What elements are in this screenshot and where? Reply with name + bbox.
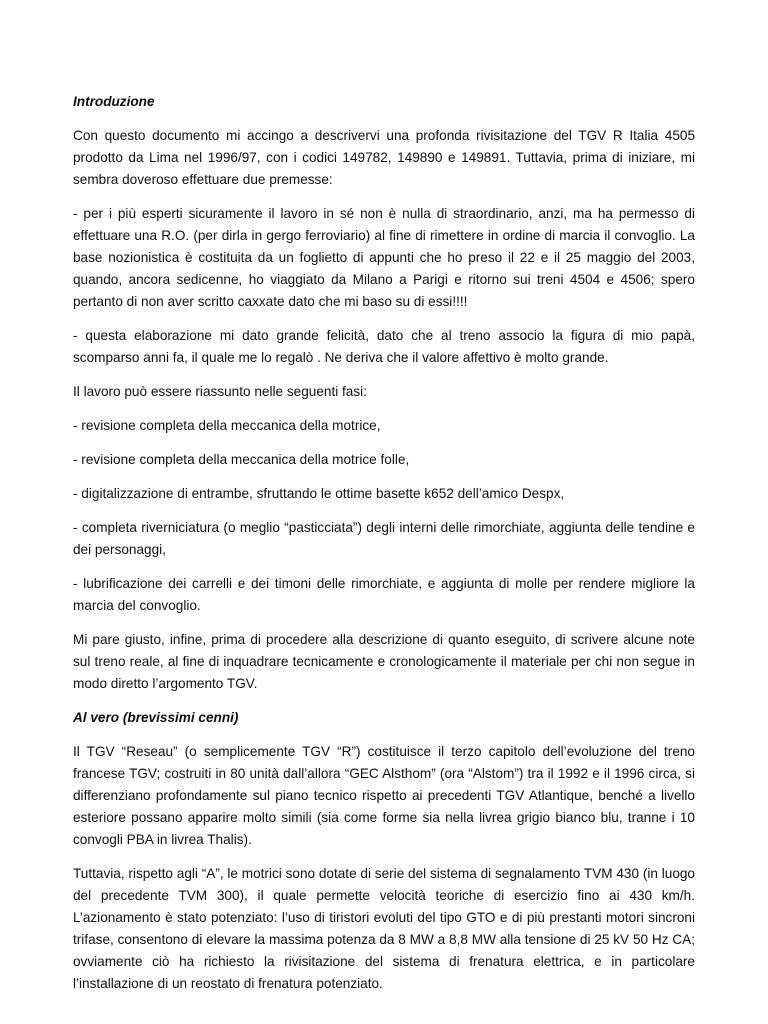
paragraph-intro: Con questo documento mi accingo a descrivervi una profonda rivisitazione del TGV R Italia 4505 prodotto da Lima nel 1996/97, con i codici 149782, 149890 e 149891. Tuttavia, prima di iniziare, mi sembra doveroso effettuare due premesse: — [73, 128, 695, 187]
section-heading-al-vero: Al vero (brevissimi cenni) — [73, 710, 239, 725]
paragraph-tgv-tecnica: Tuttavia, rispetto agli “A”, le motrici sono dotate di serie del sistema di segnalamento TVM 430 (in luogo del precedente TVM 300), il quale permette velocità teoriche di esercizio fino ai 430 km/h. L’azionamento è stato potenziato: l’uso di tiristori evoluti del tipo GTO e di più prestanti motori sincroni trifase, consentono di elevare la massima potenza da 8 MW a 8,8 MW alla tensione di 25 kV 50 Hz CA; ovviamente ciò ha richiesto la rivisitazione del sistema di frenatura elettrica, e in particolare l’installazione di un reostato di frenatura potenziato. — [73, 866, 695, 991]
list-item-fase-1: - revisione completa della meccanica della motrice, — [73, 418, 381, 433]
list-item-fase-5: - lubrificazione dei carrelli e dei timoni delle rimorchiate, e aggiunta di molle per rendere migliore la marcia del convoglio. — [73, 576, 695, 613]
list-item-fase-2: - revisione completa della meccanica della motrice folle, — [73, 452, 410, 467]
list-item-fase-4: - completa riverniciatura (o meglio “pasticciata”) degli interni delle rimorchiate, aggiunta delle tendine e dei personaggi, — [73, 520, 695, 557]
paragraph-fasi-intro: Il lavoro può essere riassunto nelle seguenti fasi: — [73, 384, 367, 399]
paragraph-premessa-2: - questa elaborazione mi dato grande felicità, dato che al treno associo la figura di mio papà, scomparso anni fa, il quale me lo regalò . Ne deriva che il valore affettivo è molto grande. — [73, 328, 695, 365]
paragraph-tgv-reseau: Il TGV “Reseau” (o semplicemente TGV “R”) costituisce il terzo capitolo dell’evoluzione del treno francese TGV; costruiti in 80 unità dall’allora “GEC Alsthom” (ora “Alstom”) tra il 1992 e il 1996 circa, si differenziano profondamente sul piano tecnico rispetto ai precedenti TGV Atlantique, benché a livello esteriore possano apparire molto simili (sia come forme sia nella livrea grigio bianco blu, tranne i 10 convogli PBA in livrea Thalis). — [73, 744, 695, 847]
paragraph-note: Mi pare giusto, infine, prima di procedere alla descrizione di quanto eseguito, di scrivere alcune note sul treno reale, al fine di inquadrare tecnicamente e cronologicamente il materiale per chi non segue in modo diretto l’argomento TGV. — [73, 632, 695, 691]
list-item-fase-3: - digitalizzazione di entrambe, sfruttando le ottime basette k652 dell’amico Despx, — [73, 486, 565, 501]
section-heading-introduzione: Introduzione — [73, 94, 155, 109]
paragraph-premessa-1: - per i più esperti sicuramente il lavoro in sé non è nulla di straordinario, anzi, ma ha permesso di effettuare una R.O. (per dirla in gergo ferroviario) al fine di rimettere in ordine di marcia il convoglio. La base nozionistica è costituita da un foglietto di appunti che ho preso il 22 e il 25 maggio del 2003, quando, ancora sedicenne, ho viaggiato da Milano a Parigi e ritorno sui treni 4504 e 4506; spero pertanto di non aver scritto caxxate dato che mi baso su di essi!!!! — [73, 206, 695, 309]
document-page — [73, 91, 695, 1007]
